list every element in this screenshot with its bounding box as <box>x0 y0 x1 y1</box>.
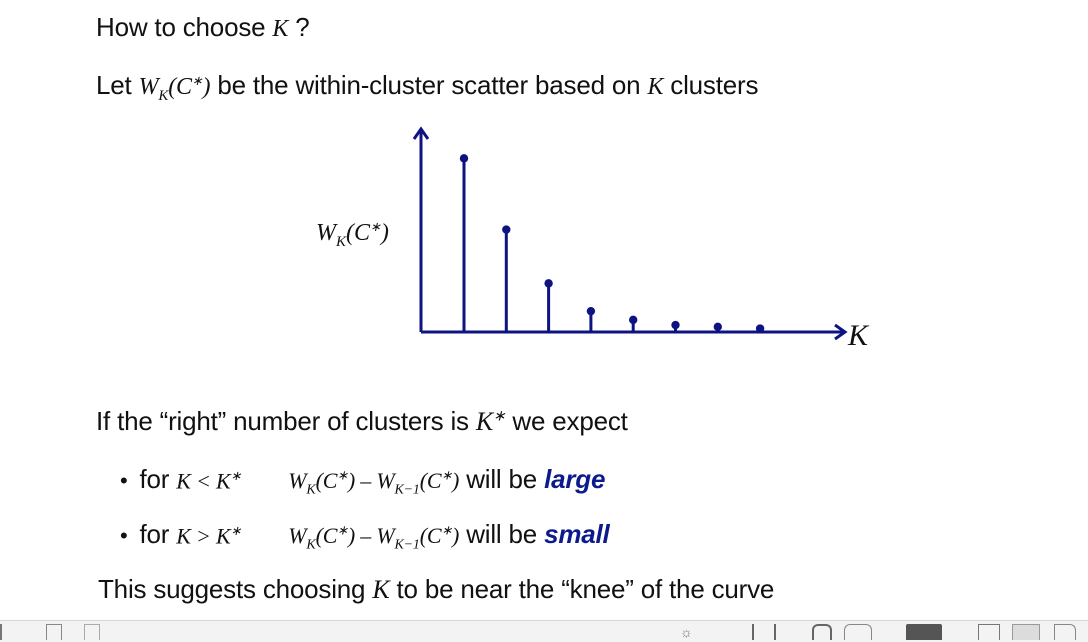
viewer-toolbar <box>0 620 1088 642</box>
crop-icon[interactable] <box>1012 624 1040 640</box>
bullet-cond: K > K∗ <box>176 522 242 548</box>
bullet-emph: large <box>544 464 606 494</box>
expect-tail: we expect <box>505 406 628 436</box>
stem-point <box>460 154 468 162</box>
definition-line <box>96 70 758 105</box>
bullet-lead: for <box>139 519 177 549</box>
conclusion-lead: This suggests choosing <box>98 574 373 604</box>
stem-point <box>502 225 510 233</box>
definition-symbol: $W_K(C^∗)$ <box>138 73 211 104</box>
stem-point <box>629 316 637 324</box>
chart-stems <box>460 154 765 333</box>
bullet-cond: K < K∗ <box>176 467 242 493</box>
definition-lead: Let <box>96 70 139 100</box>
stem-point <box>587 307 595 315</box>
chart-axes <box>414 129 845 339</box>
presentation-play-icon[interactable] <box>906 624 942 640</box>
slide-heading <box>96 12 310 43</box>
bullet-expr: $W_K(C^∗) - W_{K-1}(C^∗)$ <box>288 467 460 498</box>
page-forward-icon[interactable] <box>84 624 100 640</box>
grid-view-icon[interactable] <box>978 624 1000 640</box>
conclusion-var-k: K <box>372 575 390 604</box>
heading-text: How to choose <box>96 12 273 42</box>
bullet-expr: $W_K(C^∗) - W_{K-1}(C^∗)$ <box>288 522 460 553</box>
scroll-handle-icon[interactable] <box>0 624 2 640</box>
bullet-mid: will be <box>459 519 545 549</box>
two-page-icon[interactable] <box>844 624 872 640</box>
brightness-icon[interactable]: ☼ <box>680 624 693 640</box>
bullet-lead: for <box>139 464 177 494</box>
stem-point <box>714 323 722 331</box>
bullet-mark: • <box>120 523 128 548</box>
page-back-icon[interactable] <box>46 624 62 640</box>
single-page-icon[interactable] <box>812 624 832 640</box>
expect-lead: If the “right” number of clusters is <box>96 406 476 436</box>
definition-tail: clusters <box>663 70 759 100</box>
scatter-stem-chart <box>300 115 900 355</box>
conclusion-tail: to be near the “knee” of the curve <box>389 574 775 604</box>
heading-var-k: K <box>272 16 289 42</box>
fit-width-icon[interactable] <box>752 624 776 640</box>
bullet-emph: small <box>544 519 610 549</box>
bullet-mark: • <box>120 468 128 493</box>
heading-tail: ? <box>288 12 310 42</box>
conclusion-line <box>98 574 774 605</box>
stem-point <box>671 321 679 329</box>
export-icon[interactable] <box>1054 624 1076 640</box>
expect-var: K∗ <box>475 407 506 436</box>
expectation-line <box>96 406 628 437</box>
bullet-large <box>120 464 605 498</box>
definition-middle: be the within-cluster scatter based on <box>217 70 648 100</box>
chart-xlabel: K <box>848 319 869 352</box>
bullet-small <box>120 519 610 553</box>
definition-var-k: K <box>647 74 664 100</box>
chart-ylabel: $W_K(C^∗)$ <box>316 219 389 250</box>
bullet-mid: will be <box>459 464 545 494</box>
stem-point <box>544 279 552 287</box>
stem-point <box>756 324 764 332</box>
